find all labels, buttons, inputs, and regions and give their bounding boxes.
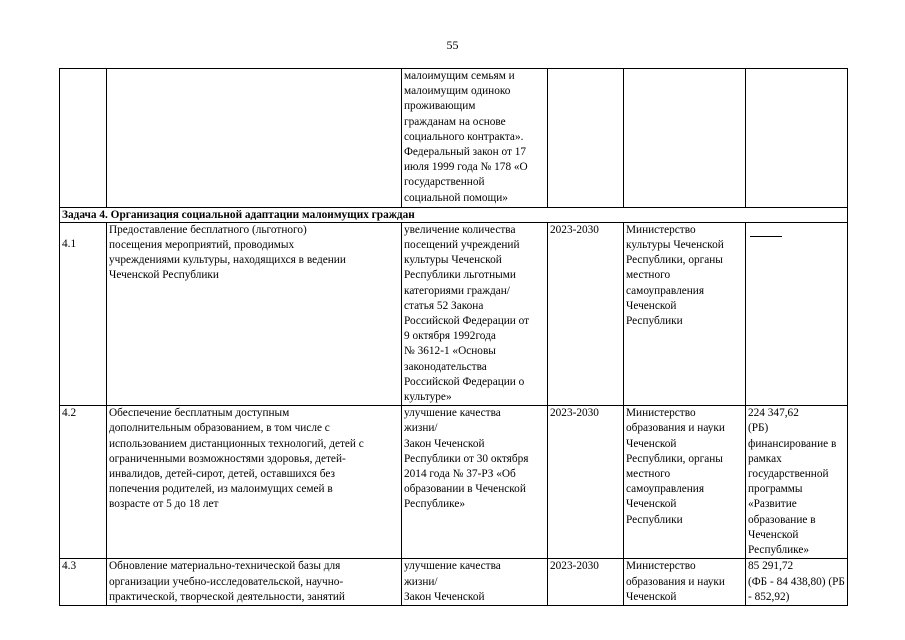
cont-period-cell [548, 69, 624, 208]
text-line: Чеченской [748, 528, 799, 541]
text-line: посещения мероприятий, проводимых [109, 239, 295, 252]
text-line: местного [626, 468, 671, 481]
text-line: № 3612-1 «Основы [404, 345, 496, 358]
text-line: улучшение качества [404, 560, 501, 573]
text-line: финансирование в [748, 437, 837, 450]
text-line: организации учебно-исследовательской, научно- [109, 575, 344, 588]
text-line: Чеченской [626, 299, 677, 312]
text-line: увеличение количества [404, 223, 516, 236]
text-line: возрасте от 5 до 18 лет [109, 498, 219, 511]
text-line: социальной помощи» [404, 191, 508, 204]
period-cell: 2023-2030 [548, 222, 624, 405]
text-line: образование в [748, 513, 816, 526]
text-line: самоуправления [626, 483, 705, 496]
text-line: государственной [748, 468, 829, 481]
text-line: государственной [404, 176, 485, 189]
dash-mark [750, 236, 782, 237]
text-line: культуры Чеченской [626, 239, 724, 252]
text-line: (ФБ - 84 438,80) (РБ [748, 575, 845, 588]
cont-executor-cell [624, 69, 746, 208]
activity-cell [107, 222, 402, 405]
text-line: местного [626, 269, 671, 282]
text-line: малоимущим одиноко [404, 85, 511, 98]
table-row [60, 222, 848, 405]
cont-number-cell [60, 69, 107, 208]
text-line: Обновление материально-технической базы для [109, 560, 341, 573]
text-line: программы [748, 483, 803, 496]
result-cell [402, 222, 548, 405]
task-heading: Задача 4. Организация социальной адаптации малоимущих граждан [60, 207, 848, 222]
text-line: Обеспечение бесплатным доступным [109, 407, 290, 420]
text-line: практической, творческой деятельности, занятий [109, 590, 345, 603]
text-line: самоуправления [626, 284, 705, 297]
text-line: статья 52 Закона [404, 299, 484, 312]
text-line: Чеченской [626, 498, 677, 511]
text-line: 9 октября 1992года [404, 330, 496, 343]
text-line: Закон Чеченской [404, 437, 485, 450]
text-line: культуре» [404, 391, 452, 404]
funding-cell [746, 406, 848, 559]
text-line: малоимущим семьям и [404, 70, 515, 82]
cont-activity-cell [107, 69, 402, 208]
executor-cell [624, 559, 746, 606]
text-line: дополнительным образованием, в том числе с [109, 422, 330, 435]
text-line: использованием дистанционных технологий, детей с [109, 437, 364, 450]
text-line: Республики [626, 315, 683, 328]
text-line: образовании в Чеченской [404, 483, 526, 496]
continuation-row [60, 69, 848, 208]
text-line: «Развитие [748, 498, 797, 511]
task-heading-row [60, 207, 848, 222]
text-line: Министерство [626, 560, 696, 573]
text-line: Республики от 30 октября [404, 452, 529, 465]
text-line: Предоставление бесплатного (льготного) [109, 223, 307, 236]
text-line: Республике» [404, 498, 466, 511]
text-line: улучшение качества [404, 407, 501, 420]
text-line: 224 347,62 [748, 407, 799, 420]
text-line: Российской Федерации о [404, 375, 525, 388]
text-line: Чеченской [626, 590, 677, 603]
text-line: Министерство [626, 223, 696, 236]
cont-result-cell [402, 69, 548, 208]
text-line: Федеральный закон от 17 [404, 146, 527, 159]
funding-cell [746, 222, 848, 405]
activity-cell [107, 406, 402, 559]
text-line: законодательства [404, 360, 487, 373]
text-line: жизни/ [404, 422, 438, 435]
text-line: образования и науки [626, 575, 725, 588]
text-line: образования и науки [626, 422, 725, 435]
text-line: ограниченными возможностями здоровья, детей- [109, 452, 346, 465]
row-number: 4.1 [60, 222, 107, 405]
text-line: посещений учреждений [404, 239, 520, 252]
text-line: Чеченской Республики [109, 269, 219, 282]
page-number: 55 [446, 38, 459, 52]
executor-cell [624, 222, 746, 405]
text-line: июля 1999 года № 178 «О [404, 161, 528, 174]
text-line: 2014 года № 37-РЗ «Об [404, 468, 516, 481]
text-line: - 852,92) [748, 590, 790, 603]
text-line: категориями граждан/ [404, 284, 510, 297]
text-line: 85 291,72 [748, 560, 794, 573]
text-line: жизни/ [404, 575, 438, 588]
text-line: проживающим [404, 100, 476, 113]
text-line: инвалидов, детей-сирот, детей, оставшихся без [109, 468, 336, 481]
text-line: Министерство [626, 407, 696, 420]
text-line: рамках [748, 452, 782, 465]
text-line: Республики льготными [404, 269, 516, 282]
funding-cell [746, 559, 848, 606]
result-cell [402, 559, 548, 606]
text-line: попечения родителей, из малоимущих семей в [109, 483, 333, 496]
period-cell: 2023-2030 [548, 559, 624, 606]
text-line: Российской Федерации от [404, 315, 530, 328]
text-line: культуры Чеченской [404, 254, 502, 267]
period-cell: 2023-2030 [548, 406, 624, 559]
text-line: социального контракта». [404, 130, 524, 143]
text-line: Республике» [748, 544, 810, 557]
row-number: 4.2 [60, 406, 107, 559]
text-line: Закон Чеченской [404, 590, 485, 603]
table-row [60, 559, 848, 606]
text-line: Чеченской [626, 437, 677, 450]
row-number: 4.3 [60, 559, 107, 606]
text-line: Республики, органы [626, 254, 723, 267]
cont-funding-cell [746, 69, 848, 208]
result-cell [402, 406, 548, 559]
measures-table [59, 68, 848, 606]
executor-cell [624, 406, 746, 559]
text-line: (РБ) [748, 422, 769, 435]
text-line: Республики [626, 513, 683, 526]
text-line: учреждениями культуры, находящихся в ведении [109, 254, 346, 267]
table-row [60, 406, 848, 559]
activity-cell [107, 559, 402, 606]
text-line: Республики, органы [626, 452, 723, 465]
text-line: гражданам на основе [404, 115, 506, 128]
